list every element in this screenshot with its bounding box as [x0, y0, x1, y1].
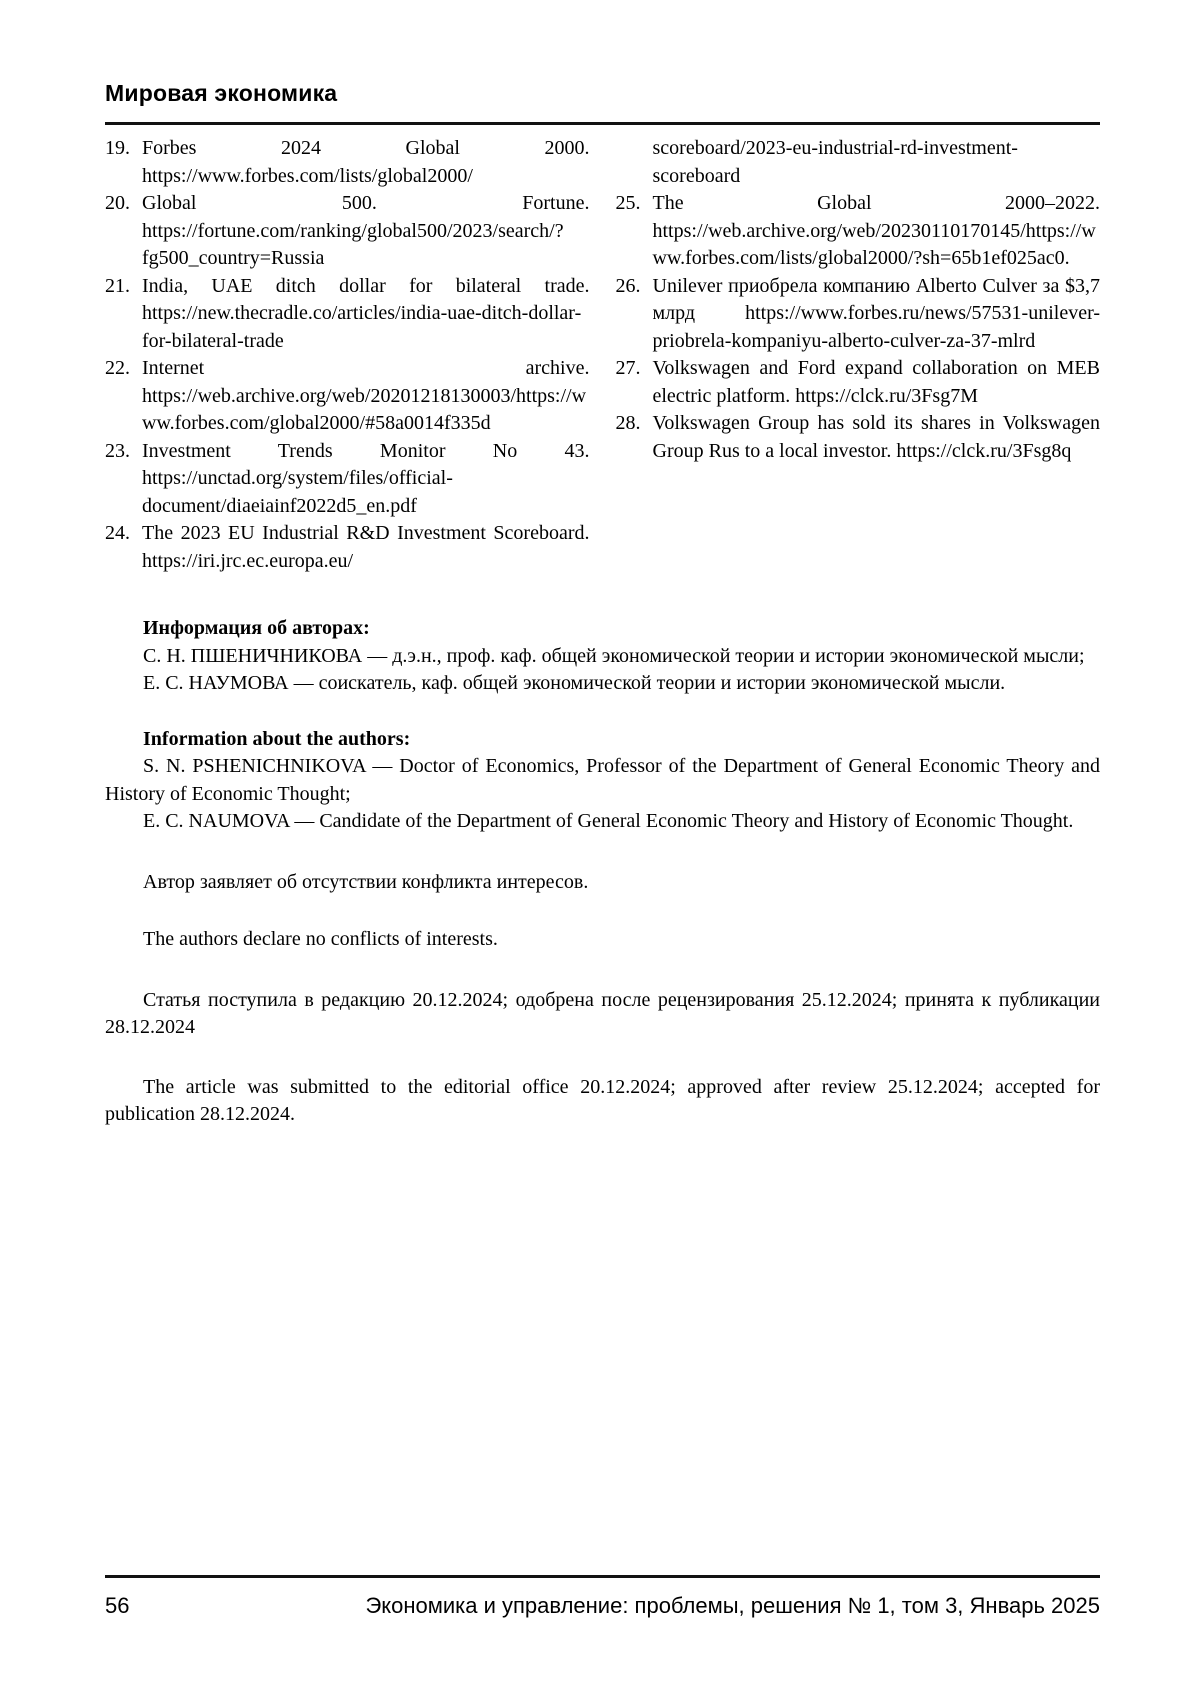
- reference-number: 21.: [105, 274, 130, 297]
- author-entry-en-1: S. N. PSHENICHNIKOVA — Doctor of Economics, Professor of the Department of General Economic Theory and History of Economic Thought;: [105, 755, 1100, 805]
- author-entry-ru-2: Е. С. НАУМОВА — соискатель, каф. общей экономической теории и истории экономической мысли.: [143, 672, 1006, 694]
- authors-info-en-heading: Information about the authors:: [143, 727, 411, 750]
- conflict-statement-en: [105, 926, 1100, 954]
- reference-item-28: [616, 410, 1101, 465]
- reference-item-23: [105, 438, 590, 521]
- reference-text: Forbes 2024 Global 2000. https://www.forbes.com/lists/global2000/: [142, 137, 590, 187]
- reference-number: 28.: [615, 412, 641, 434]
- reference-text: The 2023 EU Industrial R&D Investment Scoreboard. https://iri.jrc.ec.europa.eu/: [142, 522, 590, 572]
- reference-number: 26.: [615, 274, 641, 297]
- reference-text: The Global 2000–2022. https://web.archive.org/web/20230110170145/https://www.forbes.com/lists/global2000/?sh=65b1ef025ac0.: [652, 192, 1100, 269]
- references-right-column: [616, 135, 1101, 575]
- conflict-statement-ru-text: Автор заявляет об отсутствии конфликта интересов.: [143, 870, 589, 893]
- reference-text: Volkswagen Group has sold its shares in Volkswagen Group Rus to a local investor. https://clck.ru/3Fsg8q: [652, 412, 1100, 462]
- authors-info-ru-heading: Информация об авторах:: [143, 617, 370, 639]
- journal-title: Экономика и управление: проблемы, решения № 1, том 3, Январь 2025: [365, 1593, 1100, 1618]
- author-entry-en-2: E. C. NAUMOVA — Candidate of the Department of General Economic Theory and History of Economic Thought.: [143, 810, 1074, 832]
- header-rule: [105, 122, 1100, 125]
- reference-text: Internet archive. https://web.archive.org/web/20201218130003/https://www.forbes.com/global2000/#58a0014f335d: [142, 357, 590, 434]
- reference-item-21: [105, 273, 590, 356]
- conflict-statement-en-text: The authors declare no conflicts of interests.: [143, 928, 498, 950]
- submission-dates-en-text: The article was submitted to the editorial office 20.12.2024; approved after review 25.12.2024; accepted for publication 28.12.2024.: [105, 1075, 1100, 1125]
- page-footer: [105, 1575, 1100, 1619]
- reference-item-24-continuation: [616, 135, 1101, 190]
- reference-item-25: [616, 190, 1101, 273]
- reference-number: 24.: [105, 522, 130, 544]
- reference-number: 23.: [105, 439, 130, 462]
- reference-item-19: [105, 135, 590, 190]
- references-left-column: [105, 135, 590, 575]
- reference-text: Global 500. Fortune. https://fortune.com/ranking/global500/2023/search/?fg500_country=Russia: [142, 192, 590, 269]
- reference-item-27: [616, 355, 1101, 410]
- reference-list: [105, 135, 1100, 575]
- author-entry-ru-1: С. Н. ПШЕНИЧНИКОВА — д.э.н., проф. каф. общей экономической теории и истории экономической мысли;: [143, 644, 1085, 667]
- authors-info-en: [105, 726, 1100, 836]
- submission-dates-en: [105, 1074, 1100, 1129]
- submission-dates-ru: [105, 987, 1100, 1042]
- authors-info-ru: [105, 615, 1100, 698]
- reference-item-26: [616, 273, 1101, 356]
- section-heading: Мировая экономика: [105, 80, 338, 106]
- footer-row: [105, 1593, 1100, 1619]
- page-header: [105, 80, 1100, 125]
- footer-rule: [105, 1575, 1100, 1578]
- reference-number: 25.: [615, 192, 641, 214]
- reference-item-24: [105, 520, 590, 575]
- reference-number: 19.: [105, 137, 130, 159]
- page-number: 56: [105, 1593, 130, 1618]
- reference-text: scoreboard/2023-eu-industrial-rd-investment-scoreboard: [652, 137, 1018, 187]
- reference-text: Unilever приобрела компанию Alberto Culver за $3,7 млрд https://www.forbes.ru/news/57531-unilever-priobrela-kompaniyu-alberto-culver-za-37-mlrd: [652, 274, 1100, 352]
- reference-text: India, UAE ditch dollar for bilateral trade. https://new.thecradle.co/articles/india-uae-ditch-dollar-for-bilateral-trade: [142, 274, 590, 352]
- reference-item-22: [105, 355, 590, 438]
- reference-number: 27.: [615, 357, 641, 379]
- reference-number: 20.: [105, 192, 130, 214]
- conflict-statement-ru: [105, 869, 1100, 897]
- reference-number: 22.: [105, 357, 130, 379]
- reference-item-20: [105, 190, 590, 273]
- reference-text: Investment Trends Monitor No 43. https://unctad.org/system/files/official-document/diaeiainf2022d5_en.pdf: [142, 439, 590, 517]
- reference-text: Volkswagen and Ford expand collaboration on MEB electric platform. https://clck.ru/3Fsg7M: [652, 357, 1100, 407]
- submission-dates-ru-text: Статья поступила в редакцию 20.12.2024; одобрена после рецензирования 25.12.2024; принята к публикации 28.12.2024: [105, 988, 1100, 1038]
